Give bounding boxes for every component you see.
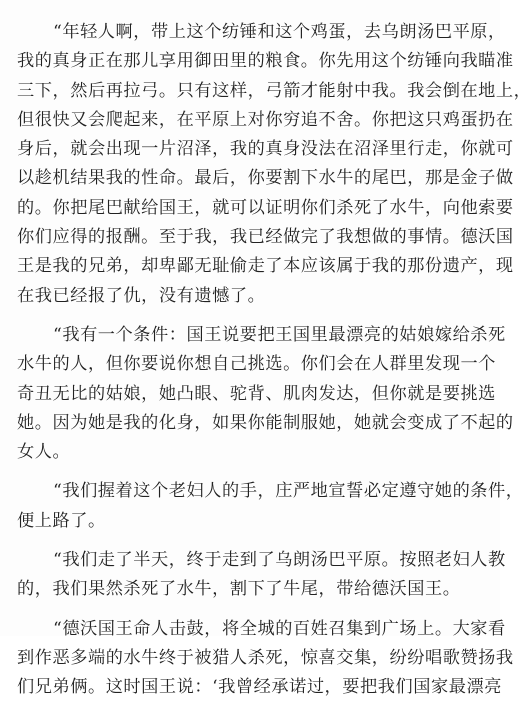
text-line: 在我已经报了仇，没有遗憾了。 bbox=[17, 285, 266, 306]
text-line: 的，我们果然杀死了水牛，割下了牛尾，带给德沃国王。 bbox=[17, 579, 461, 600]
text-line: 的。你把尾巴献给国王，就可以证明你们杀死了水牛，向他索要 bbox=[17, 197, 514, 218]
paragraph-gap bbox=[17, 311, 483, 321]
text-column bbox=[17, 18, 531, 703]
text-line: 水牛的人，但你要说你想自己挑选。你们会在人群里发现一个 bbox=[17, 354, 496, 375]
paragraph-gap bbox=[17, 605, 483, 615]
text-line: 王是我的兄弟，却卑鄙无耻偷走了本应该属于我的那份遗产，现 bbox=[17, 256, 514, 277]
text-line: 我的真身正在那儿享用御田里的粮食。你先用这个纺锤向我瞄准 bbox=[17, 51, 514, 72]
paragraph-2 bbox=[17, 321, 514, 467]
text-line: 你们应得的报酬。至于我，我已经做完了我想做的事情。德沃国 bbox=[17, 227, 514, 248]
paragraph-gap bbox=[17, 467, 483, 477]
text-line: 奇丑无比的姑娘，她凸眼、驼背、肌肉发达，但你就是要挑选 bbox=[17, 383, 496, 404]
paragraph-3 bbox=[17, 477, 524, 536]
text-line: 们兄弟俩。这时国王说：‘我曾经承诺过，要把我们国家最漂亮 bbox=[17, 677, 502, 698]
text-line: “我们走了半天，终于走到了乌朗汤巴平原。按照老妇人教 bbox=[53, 550, 506, 571]
paragraph-4 bbox=[17, 546, 506, 605]
text-line: “年轻人啊，带上这个纺锤和这个鸡蛋，去乌朗汤巴平原， bbox=[53, 22, 506, 42]
text-line: 她。因为她是我的化身，如果你能制服她，她就会变成了不起的 bbox=[17, 412, 514, 433]
text-line: 便上路了。 bbox=[17, 510, 106, 531]
text-line: 身后，就会出现一片沼泽，我的真身没法在沼泽里行走，你就可 bbox=[17, 139, 514, 160]
text-line: 女人。 bbox=[17, 442, 71, 463]
text-line: 以趁机结果我的性命。最后，你要割下水牛的尾巴，那是金子做 bbox=[17, 168, 514, 189]
paragraph-gap bbox=[17, 536, 483, 546]
text-line: 但很快又会爬起来，在平原上对你穷追不舍。你把这只鸡蛋扔在 bbox=[17, 109, 514, 130]
paragraph-1 bbox=[17, 18, 531, 311]
text-line: 三下，然后再拉弓。只有这样，弓箭才能射中我。我会倒在地上， bbox=[17, 80, 531, 101]
text-line: “我们握着这个老妇人的手，庄严地宣誓必定遵守她的条件， bbox=[53, 481, 524, 502]
paragraph-5 bbox=[17, 615, 514, 703]
text-line: 到作恶多端的水牛终于被猎人杀死，惊喜交集，纷纷唱歌赞扬我 bbox=[17, 647, 514, 668]
text-line: “德沃国王命人击鼓，将全城的百姓召集到广场上。大家看 bbox=[53, 618, 506, 639]
text-line: “我有一个条件：国王说要把王国里最漂亮的姑娘嫁给杀死 bbox=[53, 324, 506, 345]
